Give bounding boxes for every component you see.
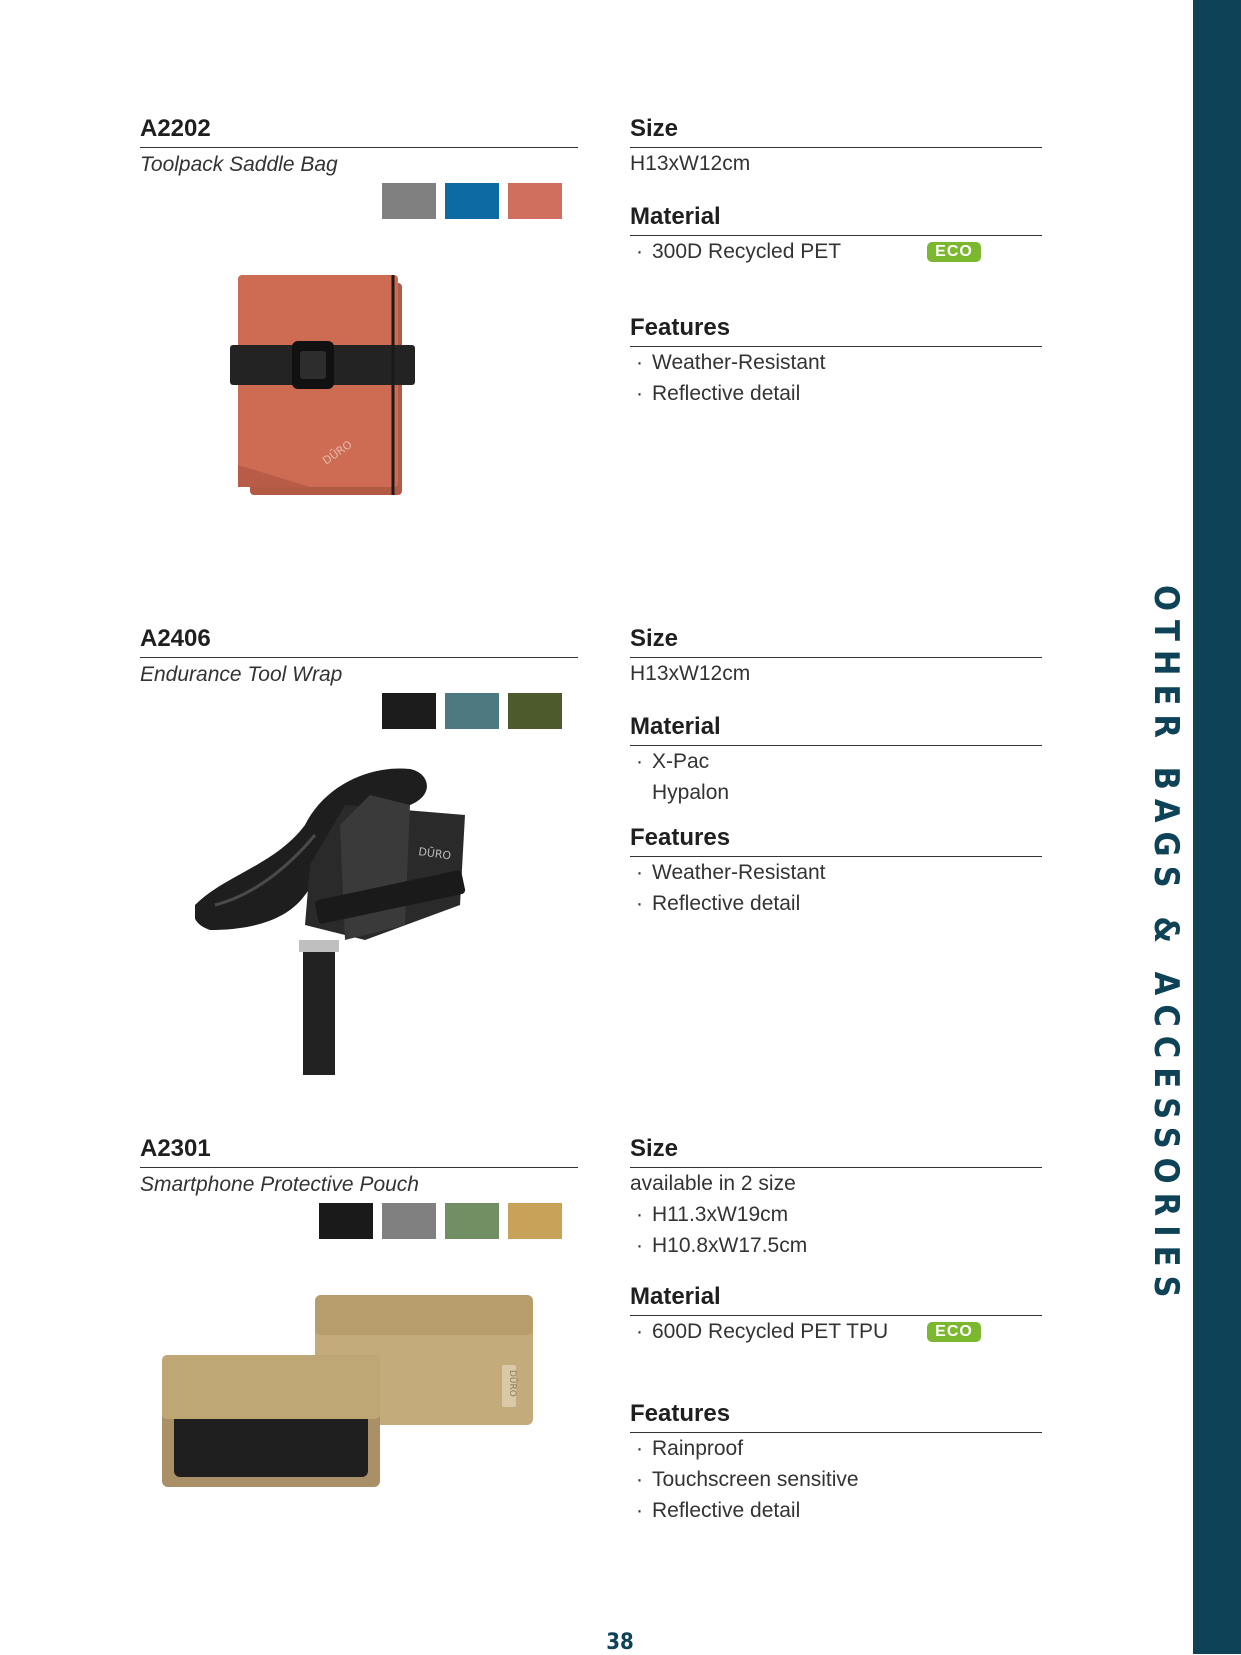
size-heading: Size <box>630 115 1042 148</box>
product-code: A2301 <box>140 1135 578 1168</box>
feature-item: · Reflective detail <box>636 1499 801 1522</box>
product-code: A2202 <box>140 115 578 148</box>
endurance-tool-wrap-image <box>195 765 525 1075</box>
feature-item: · Touchscreen sensitive <box>636 1468 859 1491</box>
swatch-black <box>382 693 436 729</box>
product-code: A2406 <box>140 625 578 658</box>
material-item: · X-Pac <box>636 750 710 773</box>
material-heading: Material <box>630 713 1042 746</box>
page-number: 38 <box>606 1630 634 1655</box>
swatch-grey <box>382 183 436 219</box>
product-name: Toolpack Saddle Bag <box>140 153 338 176</box>
size-heading: Size <box>630 1135 1042 1168</box>
feature-item: · Weather-Resistant <box>636 861 826 884</box>
eco-badge: ECO <box>927 1322 981 1342</box>
feature-item: · Reflective detail <box>636 382 801 405</box>
swatch-tan <box>508 1203 562 1239</box>
size-heading: Size <box>630 625 1042 658</box>
brand-logo: DŪRO <box>507 1370 517 1397</box>
material-heading: Material <box>630 1283 1042 1316</box>
feature-item: · Weather-Resistant <box>636 351 826 374</box>
swatch-olive <box>508 693 562 729</box>
feature-item: · Reflective detail <box>636 892 801 915</box>
material-item: · 600D Recycled PET TPU <box>636 1320 889 1343</box>
section-title-vertical: OTHER BAGS & ACCESSORIES <box>1146 585 1186 1307</box>
brand-logo: DŪRO <box>320 437 355 468</box>
swatch-coral <box>508 183 562 219</box>
size-item: · H11.3xW19cm <box>636 1203 789 1226</box>
swatch-green <box>445 1203 499 1239</box>
swatch-blue <box>445 183 499 219</box>
feature-item: · Rainproof <box>636 1437 744 1460</box>
size-value: H13xW12cm <box>630 152 751 175</box>
material-item: · 300D Recycled PET <box>636 240 842 263</box>
material-item: Hypalon <box>652 781 730 804</box>
features-heading: Features <box>630 314 1042 347</box>
product-name: Endurance Tool Wrap <box>140 663 343 686</box>
features-heading: Features <box>630 1400 1042 1433</box>
smartphone-pouch-image <box>160 1295 540 1495</box>
swatch-grey <box>382 1203 436 1239</box>
size-value: available in 2 size <box>630 1172 796 1195</box>
eco-badge: ECO <box>927 242 981 262</box>
material-heading: Material <box>630 203 1042 236</box>
toolpack-saddle-bag-image <box>230 275 430 525</box>
swatch-teal <box>445 693 499 729</box>
size-value: H13xW12cm <box>630 662 751 685</box>
product-name: Smartphone Protective Pouch <box>140 1173 419 1196</box>
swatch-black <box>319 1203 373 1239</box>
size-item: · H10.8xW17.5cm <box>636 1234 808 1257</box>
side-color-bar <box>1193 0 1241 1654</box>
features-heading: Features <box>630 824 1042 857</box>
brand-logo: DŪRO <box>417 845 452 863</box>
